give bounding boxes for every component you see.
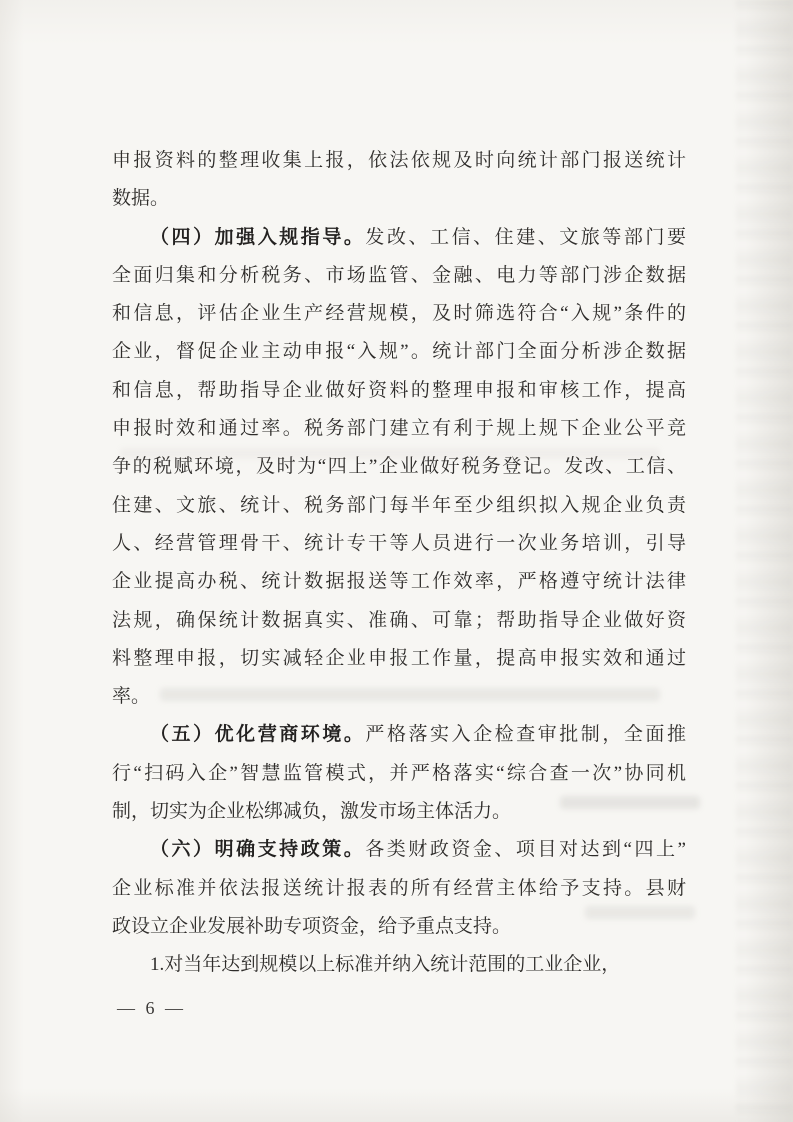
scan-artifact-right-strip: [736, 0, 793, 1122]
text-line: 和信息，帮助指导企业做好资料的整理申报和审核工作，提高: [112, 379, 686, 401]
text-line: 行“扫码入企”智慧监管模式，并严格落实“综合查一次”协同机: [112, 762, 686, 784]
text-line: 企业标准并依法报送统计报表的所有经营主体给予支持。县财: [112, 877, 686, 899]
text-line: 住建、文旅、统计、税务部门每半年至少组织拟入规企业负责: [112, 494, 686, 516]
section-heading: （五）优化营商环境。: [150, 724, 366, 746]
text-line: （五）优化营商环境。严格落实入企检查审批制，全面推: [150, 724, 686, 746]
text-line: 企业，督促企业主动申报“入规”。统计部门全面分析涉企数据: [112, 341, 686, 363]
text-line: 和信息，评估企业生产经营规模，及时筛选符合“入规”条件的: [112, 303, 686, 325]
text-line: （六）明确支持政策。各类财政资金、项目对达到“四上”: [150, 839, 686, 861]
text-line: 法规，确保统计数据真实、准确、可靠；帮助指导企业做好资: [112, 609, 686, 631]
page-number: — 6 —: [117, 998, 186, 1018]
text-line: 企业提高办税、统计数据报送等工作效率，严格遵守统计法律: [112, 571, 686, 593]
document-body: [112, 142, 686, 985]
text-line: 申报时效和通过率。税务部门建立有利于规上规下企业公平竞: [112, 418, 686, 440]
text-line: 争的税赋环境，及时为“四上”企业做好税务登记。发改、工信、: [112, 456, 686, 478]
text-line: 申报资料的整理收集上报，依法依规及时向统计部门报送统计: [112, 150, 686, 171]
text-line: 人、经营管理骨干、统计专干等人员进行一次业务培训，引导: [112, 532, 686, 554]
text-line: 数据。: [112, 188, 170, 210]
text-line: 全面归集和分析税务、市场监管、金融、电力等部门涉企数据: [112, 264, 686, 286]
text-line: 政设立企业发展补助专项资金，给予重点支持。: [112, 915, 512, 937]
section-heading: （四）加强入规指导。: [150, 226, 366, 248]
text-line: 料整理申报，切实减轻企业申报工作量，提高申报实效和通过: [112, 647, 686, 669]
text-line: （四）加强入规指导。发改、工信、住建、文旅等部门要: [150, 226, 686, 248]
section-heading: （六）明确支持政策。: [150, 839, 366, 861]
text-line: 1.对当年达到规模以上标准并纳入统计范围的工业企业，: [150, 954, 621, 976]
text-line: 率。: [112, 686, 151, 708]
text-line: 制，切实为企业松绑减负，激发市场主体活力。: [112, 801, 512, 823]
